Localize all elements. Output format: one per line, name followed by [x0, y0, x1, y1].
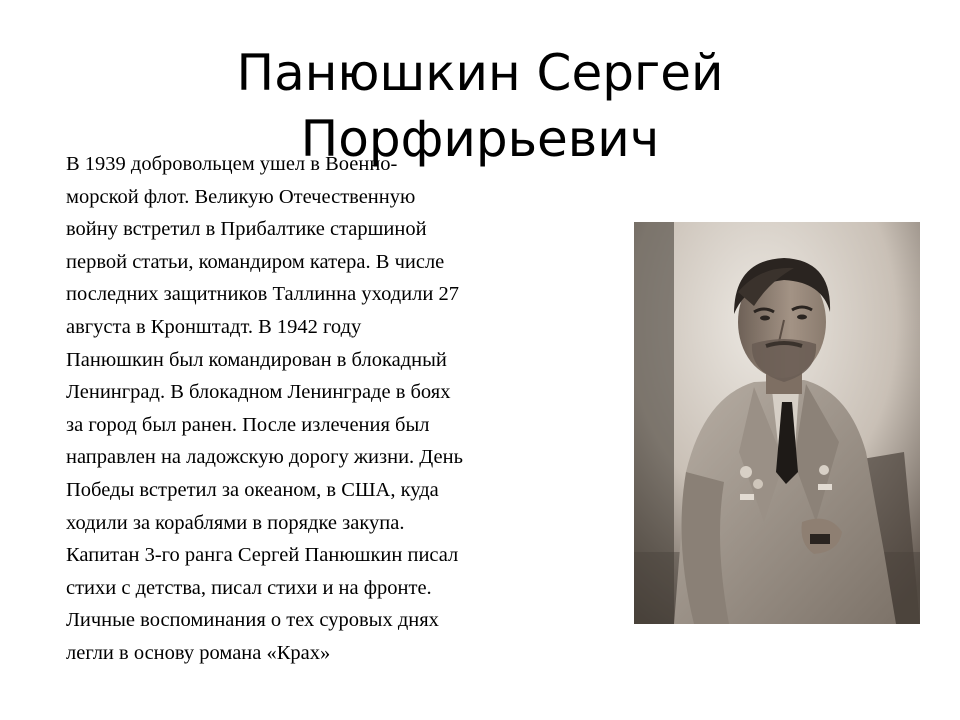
biography-line: легли в основу романа «Крах»: [66, 641, 331, 664]
biography-text: [66, 148, 586, 670]
biography-line: Панюшкин был командирован в блокадный: [66, 348, 447, 371]
portrait-illustration: [634, 222, 920, 624]
biography-line: направлен на ладожскую дорогу жизни. День: [66, 446, 463, 469]
biography-line: за город был ранен. После излечения был: [66, 413, 430, 436]
biography-line: Капитан 3-го ранга Сергей Панюшкин писал: [66, 544, 459, 567]
biography-line: последних защитников Таллинна уходили 27: [66, 283, 459, 306]
biography-line: августа в Кронштадт. В 1942 году: [66, 315, 362, 338]
biography-line: Ленинград. В блокадном Ленинграде в боях: [66, 381, 451, 404]
biography-line: морской флот. Великую Отечественную: [66, 185, 416, 208]
biography-line: ходили за кораблями в порядке закупа.: [66, 511, 405, 534]
biography-line: Победы встретил за океаном, в США, куда: [66, 478, 439, 501]
portrait-photo: [634, 222, 920, 624]
slide-title: Панюшкин Сергей Порфирьевич: [236, 44, 724, 168]
biography-line: первой статьи, командиром катера. В числе: [66, 250, 445, 273]
biography-line: стихи с детства, писал стихи и на фронте.: [66, 576, 432, 599]
biography-line: В 1939 добровольцем ушел в Военно-: [66, 153, 398, 175]
biography-line: Личные воспоминания о тех суровых днях: [66, 609, 439, 632]
biography-line: войну встретил в Прибалтике старшиной: [66, 218, 427, 241]
